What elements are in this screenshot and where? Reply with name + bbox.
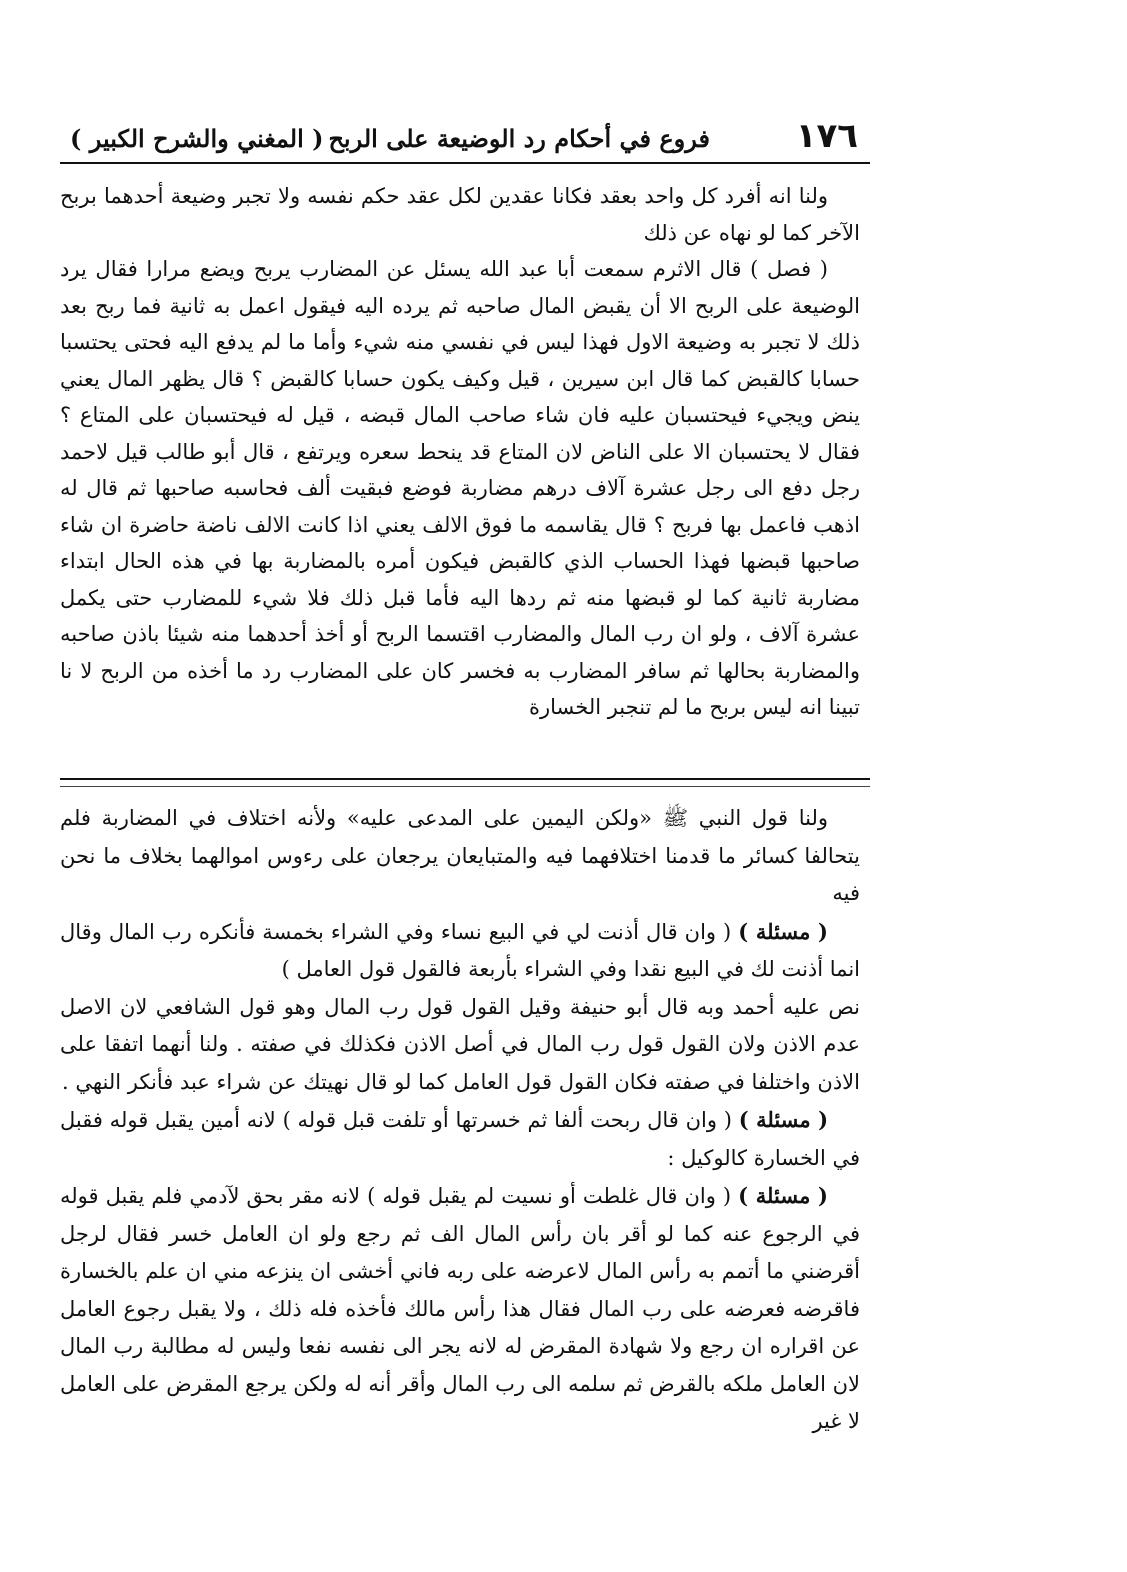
masala-commentary: لانه مقر بحق لآدمي فلم يقبل قوله في الرجوع عنه كما لو أقر بان رأس المال الف ثم رجع ولو ان العامل خسر فقال لرجل أقرضني ما أتمم به رأس المال لاعرضه على ربه فاني أخشى ان ينزعه مني ان علم بالخسارة فاقرضه فعرضه على رب المال فقال هذا رأس مالك فأخذه فله ذلك ، ولا يقبل رجوع العامل عن اقراره ان رجع ولا شهادة المقرض له لانه يجر الى نفسه نفعا وليس له مطالبة رب المال لان العامل ملكه بالقرض ثم سلمه الى رب المال وأقر أنه له ولكن يرجع المقرض على العامل لا غير <box>60 1184 861 1433</box>
masala-label: ( مسئلة ) <box>738 918 828 944</box>
commentary-paragraph: ولنا انه أفرد كل واحد بعقد فكانا عقدين لكل عقد حكم نفسه ولا تجبر وضيعة أحدهما بربح الآخر كما لو نهاه عن ذلك <box>60 184 860 245</box>
book-page <box>60 110 870 1510</box>
commentary-section <box>60 178 860 726</box>
commentary-paragraph: ( فصل ) قال الاثرم سمعت أبا عبد الله يسئل عن المضارب يربح ويضع مرارا فقال يرد الوضيعة على الربح الا أن يقبض المال صاحبه ثم يرده اليه فيقول اعمل به ثانية فما ربح بعد ذلك لا تجبر به وضيعة الاول فهذا ليس في نفسي منه شيء وأما ما لم يدفع اليه فحتى يحتسبا حسابا كالقبض كما قال ابن سيرين ، قيل وكيف يكون حسابا كالقبض ؟ قال يظهر المال يعني ينض ويجيء فيحتسبان عليه فان شاء صاحب المال قبضه ، قيل له فيحتسبان على المتاع ؟ فقال لا يحتسبان الا على الناض لان المتاع قد ينحط سعره ويرتفع ، قال أبو طالب قيل لاحمد رجل دفع الى رجل عشرة آلاف درهم مضاربة فوضع فبقيت ألف فحاسبه صاحبها ثم قال له اذهب فاعمل بها فربح ؟ قال يقاسمه ما فوق الالف يعني اذا كانت الالف ناضة حاضرة ان شاء صاحبها قبضها فهذا الحساب الذي كالقبض فيكون أمره بالمضاربة بها في هذه الحال ابتداء مضاربة ثانية كما لو قبضها منه ثم ردها اليه فأما قبل ذلك فلا شيء للمضارب حتى يكمل عشرة آلاف ، ولو ان رب المال والمضارب اقتسما الربح أو أخذ أحدهما منه شيئا باذن صاحبه والمضاربة بحالها ثم سافر المضارب به فخسر كان على المضارب رد ما أخذه من الربح لا نا تبينا انه ليس بربح ما لم تنجبر الخسارة <box>60 257 860 719</box>
masala-quote: ( وان قال أذنت لي في البيع نساء وفي الشراء بخمسة فأنكره رب المال وقال انما أذنت لك في البيع نقدا وفي الشراء بأربعة فالقول قول العامل ) <box>60 919 860 981</box>
chapter-title: فروع في أحكام رد الوضيعة على الربح <box>328 124 710 153</box>
main-text-section <box>60 800 860 1441</box>
page-number: ١٧٦ <box>795 116 858 156</box>
masala-commentary: لانه أمين يقبل قوله فقبل في الخسارة كالوكيل : <box>60 1108 860 1170</box>
masala-quote: ( وان قال غلطت أو نسيت لم يقبل قوله ) <box>367 1184 732 1208</box>
masala-label: ( مسئلة ) <box>738 1183 828 1208</box>
header-divider <box>60 162 870 164</box>
masala-commentary: نص عليه أحمد وبه قال أبو حنيفة وقيل القول قول رب المال وهو قول الشافعي لان الاصل عدم الاذن ولان القول قول رب المال في أصل الاذن فكذلك في صفته . ولنا أنهما اتفقا على الاذن واختلفا في صفته فكان القول قول العامل كما لو قال نهيتك عن شراء عبد فأنكر النهي . <box>60 994 860 1094</box>
masala-paragraph <box>60 1101 860 1177</box>
masala-paragraph <box>60 1177 860 1441</box>
section-divider <box>60 778 870 787</box>
main-paragraph: ولنا قول النبي ﷺ «ولكن اليمين على المدعى عليه» ولأنه اختلاف في المضاربة فلم يتحالفا كسائر ما قدمنا اختلافهما فيه والمتبايعان يرجعان على رءوس اموالهما بخلاف ما نحن فيه <box>60 806 860 905</box>
masala-quote: ( وان قال ربحت ألفا ثم خسرتها أو تلفت قبل قوله ) <box>282 1108 732 1132</box>
masala-label: ( مسئلة ) <box>738 1107 829 1132</box>
book-title: ( المغني والشرح الكبير ) <box>70 124 324 153</box>
masala-paragraph <box>60 913 860 989</box>
page-header <box>60 110 870 158</box>
